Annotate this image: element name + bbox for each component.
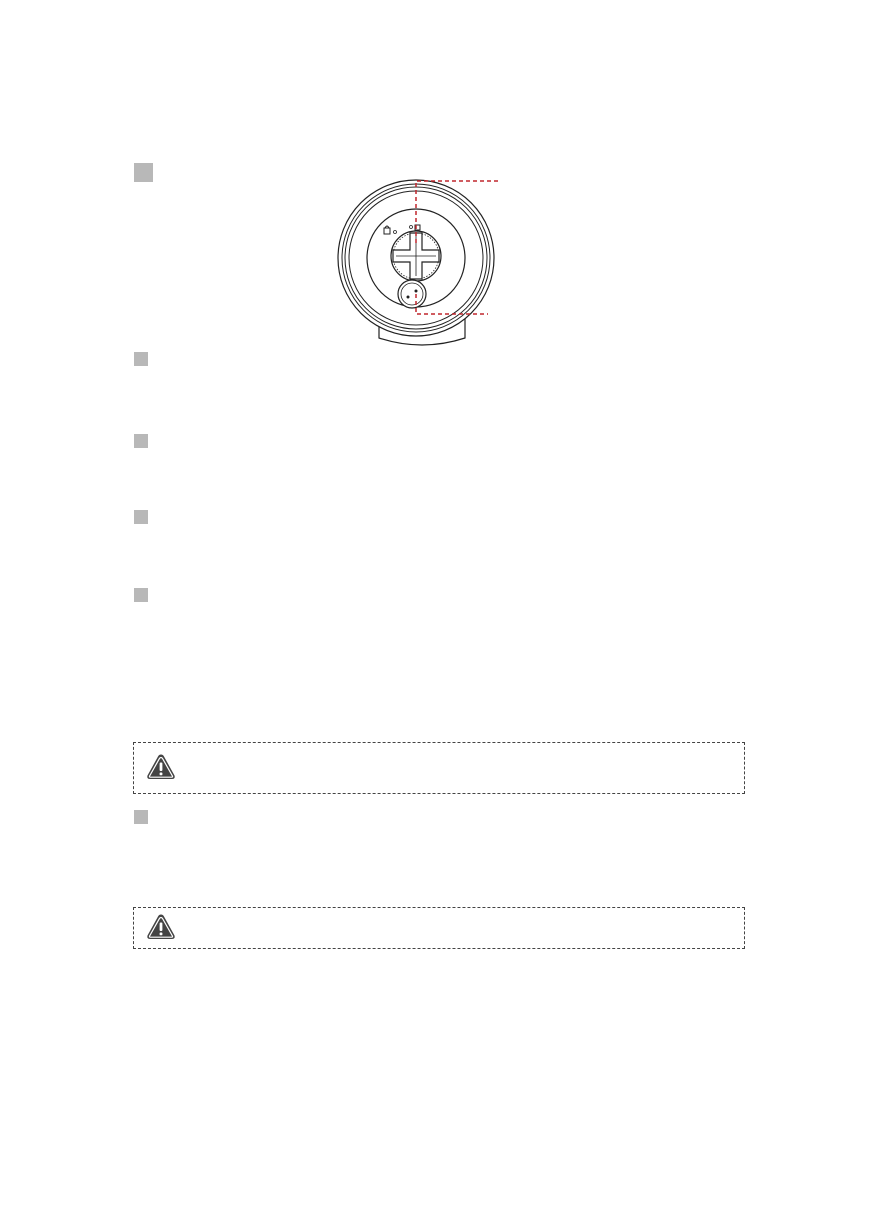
warning-icon bbox=[146, 753, 176, 781]
callout-top-control bbox=[410, 175, 502, 245]
step-1-bullet bbox=[134, 163, 153, 182]
step-3-bullet bbox=[134, 434, 148, 448]
callout-bottom-button bbox=[410, 290, 492, 320]
step-4-bullet bbox=[134, 510, 148, 524]
warning-box-1 bbox=[133, 742, 745, 794]
warning-icon bbox=[146, 913, 176, 941]
step-6-bullet bbox=[134, 810, 148, 824]
step-5-bullet bbox=[134, 588, 148, 602]
step-2-bullet bbox=[134, 352, 148, 366]
warning-box-2 bbox=[133, 907, 745, 949]
